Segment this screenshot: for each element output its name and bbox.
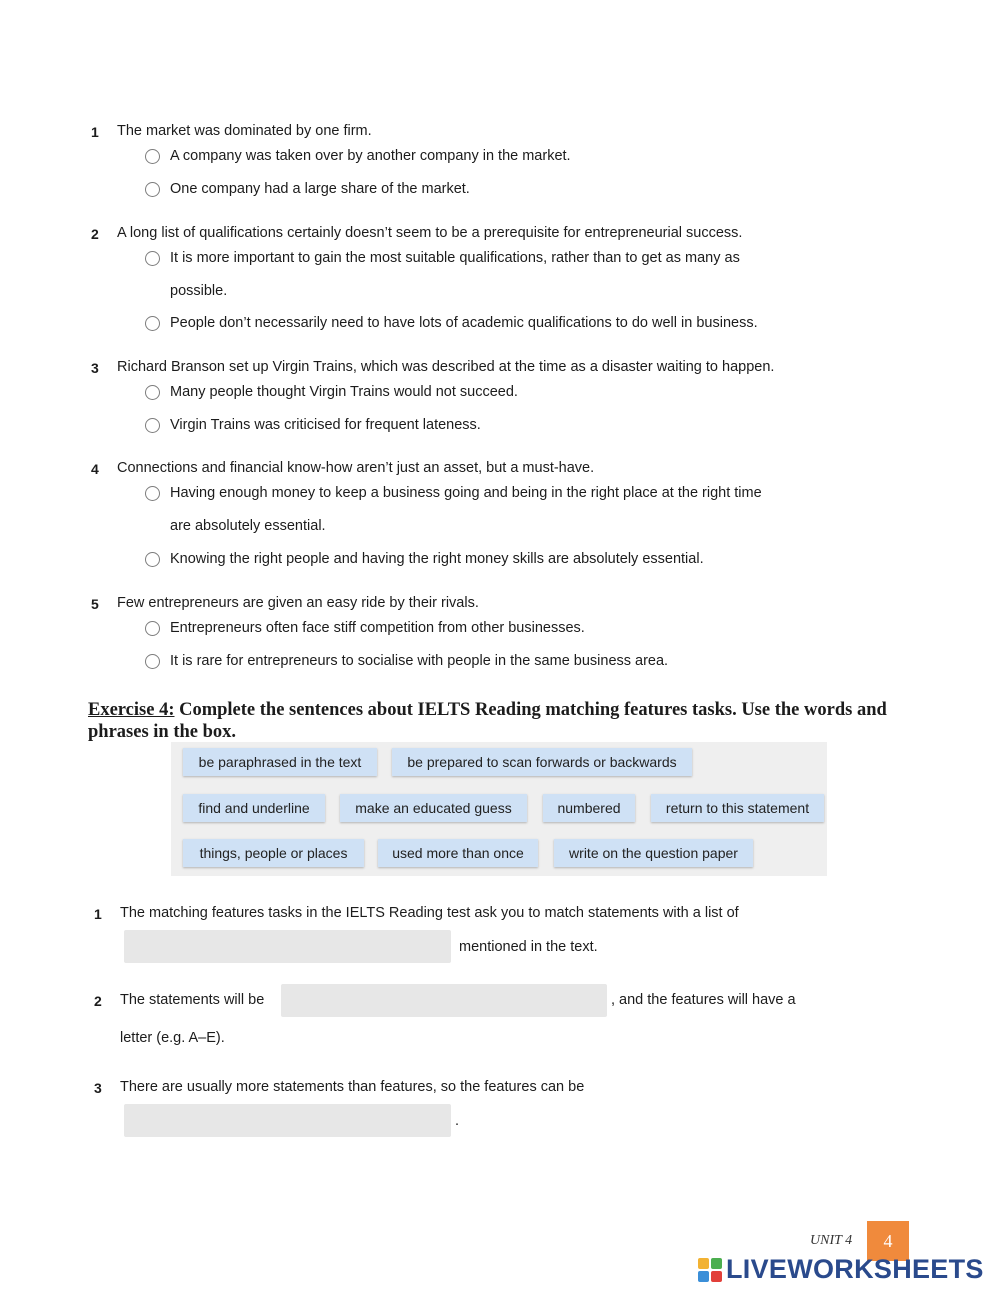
option-text: One company had a large share of the market. — [170, 181, 470, 197]
option-5a[interactable] — [145, 612, 585, 645]
question-number: 2 — [91, 226, 99, 242]
radio-button[interactable] — [145, 149, 160, 164]
question-text: Few entrepreneurs are given an easy ride by their rivals. — [117, 595, 479, 611]
option-text: Virgin Trains was criticised for frequent lateness. — [170, 417, 481, 433]
liveworksheets-logo — [698, 1254, 984, 1285]
radio-button[interactable] — [145, 251, 160, 266]
radio-button[interactable] — [145, 182, 160, 197]
sentence-number: 1 — [94, 906, 102, 922]
option-text: It is more important to gain the most suitable qualifications, rather than to get as many as — [170, 250, 740, 266]
option-text: It is rare for entrepreneurs to socialise with people in the same business area. — [170, 653, 669, 669]
sentence-text-after: mentioned in the text. — [459, 939, 598, 955]
word-chip[interactable]: make an educated guess — [340, 794, 527, 822]
option-text: People don’t necessarily need to have lots of academic qualifications to do well in business. — [170, 315, 758, 331]
brand-name: LIVEWORKSHEETS — [726, 1254, 984, 1284]
word-bank — [171, 742, 827, 876]
sentence-text-after: , and the features will have a — [611, 992, 796, 1008]
word-chip[interactable]: be prepared to scan forwards or backwards — [392, 748, 692, 776]
question-number: 5 — [91, 596, 99, 612]
option-text: Many people thought Virgin Trains would not succeed. — [170, 384, 518, 400]
option-1a[interactable] — [145, 140, 571, 173]
option-4b[interactable] — [145, 543, 704, 576]
question-number: 3 — [91, 360, 99, 376]
option-3b[interactable] — [145, 409, 481, 442]
answer-drop-zone-3[interactable] — [124, 1104, 451, 1137]
word-chip[interactable]: write on the question paper — [554, 839, 753, 867]
radio-button[interactable] — [145, 552, 160, 567]
word-chip[interactable]: find and underline — [183, 794, 325, 822]
exercise-heading — [88, 699, 918, 743]
answer-drop-zone-1[interactable] — [124, 930, 451, 963]
option-text: Knowing the right people and having the right money skills are absolutely essential. — [170, 551, 704, 567]
option-text-cont: are absolutely essential. — [170, 518, 326, 534]
radio-button[interactable] — [145, 418, 160, 433]
option-3a[interactable] — [145, 376, 518, 409]
sentence-text: The matching features tasks in the IELTS Reading test ask you to match statements with a list of — [120, 905, 739, 921]
exercise-label: Exercise 4: — [88, 700, 175, 720]
question-number: 1 — [91, 124, 99, 140]
option-1b[interactable] — [145, 173, 470, 206]
radio-button[interactable] — [145, 385, 160, 400]
radio-button[interactable] — [145, 486, 160, 501]
sentence-text-cont: letter (e.g. A–E). — [120, 1030, 225, 1046]
option-2a[interactable] — [145, 242, 785, 308]
sentence-number: 3 — [94, 1080, 102, 1096]
question-text: Connections and financial know-how aren’t just an asset, but a must-have. — [117, 460, 595, 476]
sentence-text: There are usually more statements than features, so the features can be — [120, 1079, 585, 1095]
question-text: The market was dominated by one firm. — [117, 123, 372, 139]
option-2b[interactable] — [145, 307, 758, 340]
exercise-instruction: Complete the sentences about IELTS Reading matching features tasks. Use the words and phrases in the box. — [88, 700, 887, 742]
word-chip[interactable]: used more than once — [378, 839, 538, 867]
word-chip[interactable]: be paraphrased in the text — [183, 748, 377, 776]
radio-button[interactable] — [145, 621, 160, 636]
answer-drop-zone-2[interactable] — [281, 984, 607, 1017]
word-chip[interactable]: things, people or places — [183, 839, 364, 867]
radio-button[interactable] — [145, 654, 160, 669]
option-4a[interactable] — [145, 477, 805, 543]
option-text-cont: possible. — [170, 283, 228, 299]
radio-button[interactable] — [145, 316, 160, 331]
question-text: A long list of qualifications certainly doesn’t seem to be a prerequisite for entrepreneurial success. — [117, 225, 743, 241]
sentence-number: 2 — [94, 993, 102, 1009]
option-5b[interactable] — [145, 645, 668, 678]
question-text: Richard Branson set up Virgin Trains, which was described at the time as a disaster waiting to happen. — [117, 359, 775, 375]
option-text: Having enough money to keep a business going and being in the right place at the right time — [170, 485, 762, 501]
sentence-text-after: . — [455, 1113, 460, 1129]
unit-label: UNIT 4 — [810, 1233, 853, 1248]
word-chip[interactable]: return to this statement — [651, 794, 824, 822]
option-text: Entrepreneurs often face stiff competition from other businesses. — [170, 620, 585, 636]
word-chip[interactable]: numbered — [543, 794, 635, 822]
page-number: 4 — [867, 1221, 909, 1261]
option-text: A company was taken over by another company in the market. — [170, 148, 571, 164]
sentence-text: The statements will be — [120, 992, 265, 1008]
question-number: 4 — [91, 461, 99, 477]
logo-icon — [698, 1258, 722, 1282]
